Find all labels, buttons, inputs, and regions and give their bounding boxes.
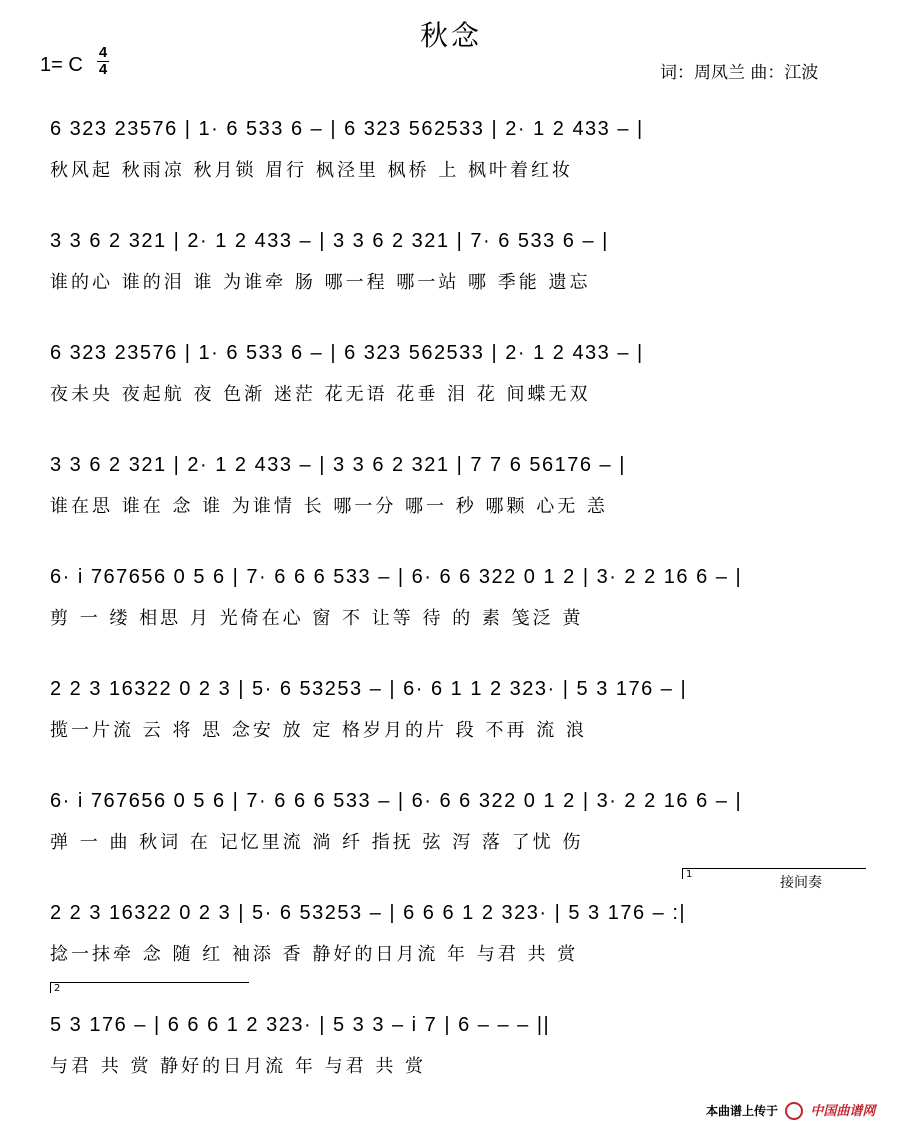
footer-brand[interactable]: 中国曲谱网 xyxy=(810,1104,876,1119)
notation-row: 6· i 767656 0 5 6 | 7· 6 6 6 533 – | 6· 6 6 322 0 1 2 | 3· 2 2 16 6 – | xyxy=(50,790,743,812)
score-line xyxy=(50,118,870,198)
song-title: 秋念 xyxy=(419,19,482,52)
lyrics-row: 剪 一 缕 相思 月 光倚在心 窗 不 让等 待 的 素 笺泛 黄 xyxy=(50,608,584,629)
credits: 词：周凤兰 曲：江波 xyxy=(660,63,819,83)
notation-row: 5 3 176 – | 6 6 6 1 2 323· | 5 3 3 – i 7 | 6 – – – || xyxy=(50,1014,551,1036)
score-line xyxy=(50,342,870,422)
volta-first xyxy=(682,868,866,879)
notation-row: 2 2 3 16322 0 2 3 | 5· 6 53253 – | 6· 6 1 1 2 323· | 5 3 176 – | xyxy=(50,678,688,700)
notation-row: 6· i 767656 0 5 6 | 7· 6 6 6 533 – | 6· 6 6 322 0 1 2 | 3· 2 2 16 6 – | xyxy=(50,566,743,588)
volta-first-label: 接间奏 xyxy=(780,875,822,891)
footer-credit xyxy=(706,1100,875,1121)
score-line xyxy=(50,790,870,870)
notation-row: 3 3 6 2 321 | 2· 1 2 433 – | 3 3 6 2 321 | 7 7 6 56176 – | xyxy=(50,454,626,476)
lyrics-row: 弹 一 曲 秋词 在 记忆里流 淌 纤 指抚 弦 泻 落 了忧 伤 xyxy=(50,832,584,853)
lyrics-row: 夜未央 夜起航 夜 色渐 迷茫 花无语 花垂 泪 花 间蝶无双 xyxy=(50,384,591,405)
notation-row: 6 323 23576 | 1· 6 533 6 – | 6 323 562533 | 2· 1 2 433 – | xyxy=(50,342,644,364)
lyrics-row: 捻一抹牵 念 随 红 袖添 香 静好的日月流 年 与君 共 赏 xyxy=(50,944,579,965)
volta-second-number: 2 xyxy=(54,983,61,994)
site-logo-icon xyxy=(785,1102,803,1120)
score-line xyxy=(50,454,870,534)
footer-text: 本曲谱上传于 xyxy=(706,1104,779,1118)
lyrics-row: 谁的心 谁的泪 谁 为谁牵 肠 哪一程 哪一站 哪 季能 遗忘 xyxy=(50,272,591,293)
volta-first-number: 1 xyxy=(686,869,693,880)
lyrics-row: 秋风起 秋雨凉 秋月锁 眉行 枫泾里 枫桥 上 枫叶着红妆 xyxy=(50,160,574,181)
time-signature-top: 4 xyxy=(98,44,108,61)
volta-second xyxy=(50,982,249,993)
lyrics-row: 与君 共 赏 静好的日月流 年 与君 共 赏 xyxy=(50,1056,427,1077)
score-line xyxy=(50,1014,870,1094)
time-signature xyxy=(96,46,110,77)
notation-row: 6 323 23576 | 1· 6 533 6 – | 6 323 562533 | 2· 1 2 433 – | xyxy=(50,118,644,140)
score-line xyxy=(50,566,870,646)
score-line xyxy=(50,678,870,758)
notation-row: 2 2 3 16322 0 2 3 | 5· 6 53253 – | 6 6 6 1 2 323· | 5 3 176 – :| xyxy=(50,902,687,924)
lyrics-row: 揽一片流 云 将 思 念安 放 定 格岁月的片 段 不再 流 浪 xyxy=(50,720,587,741)
notation-row: 3 3 6 2 321 | 2· 1 2 433 – | 3 3 6 2 321 | 7· 6 533 6 – | xyxy=(50,230,609,252)
score-line xyxy=(50,902,870,982)
lyrics-row: 谁在思 谁在 念 谁 为谁情 长 哪一分 哪一 秒 哪颗 心无 恙 xyxy=(50,496,608,517)
time-signature-bottom: 4 xyxy=(98,61,108,78)
score-line xyxy=(50,230,870,310)
key-signature: 1= C xyxy=(40,54,83,76)
